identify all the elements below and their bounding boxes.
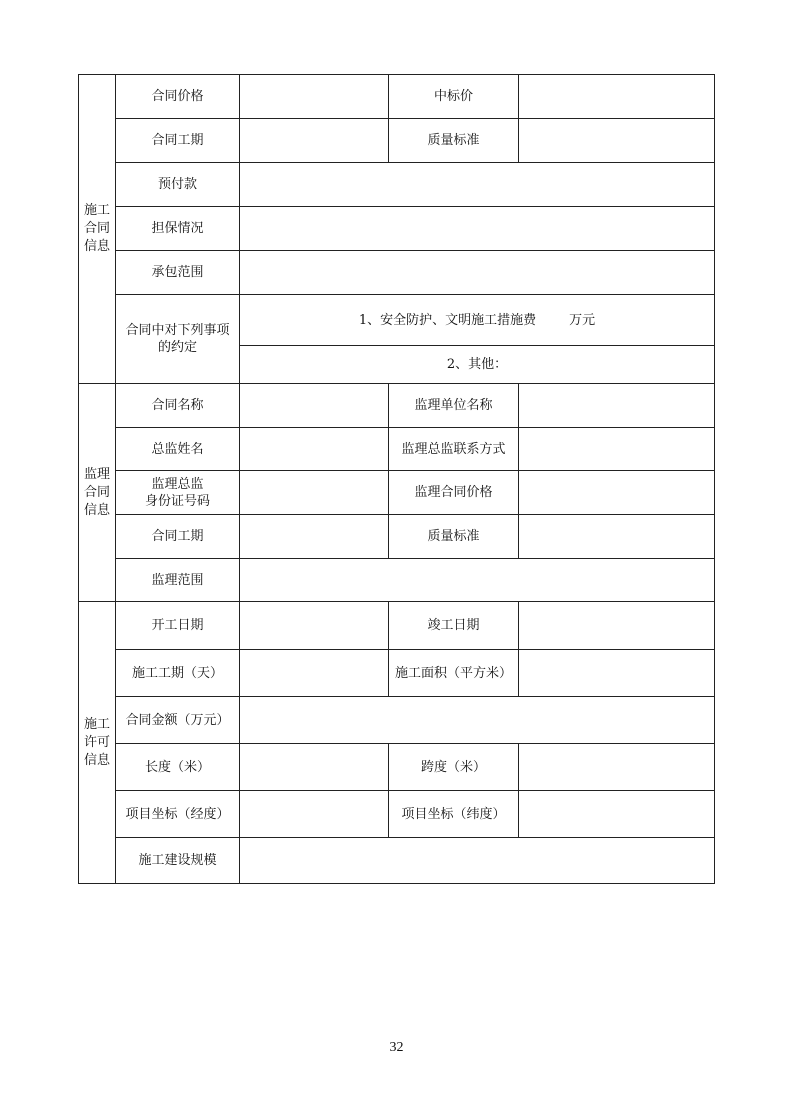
contract-scope-label: 承包范围 (116, 251, 240, 295)
chief-supervisor-name-label: 总监姓名 (116, 428, 240, 471)
supervision-period-field[interactable] (240, 515, 389, 559)
section-construction-contract (79, 75, 116, 384)
completion-date-field[interactable] (519, 602, 715, 650)
contract-amount-label: 合同金额（万元） (116, 697, 240, 744)
contract-price-label: 合同价格 (116, 75, 240, 119)
quality-standard-field[interactable] (519, 119, 715, 163)
other-agreement-field[interactable]: 2、其他： (240, 346, 715, 384)
guarantee-label: 担保情况 (116, 207, 240, 251)
chief-supervisor-id-label (116, 471, 240, 515)
longitude-field[interactable] (240, 791, 389, 838)
longitude-label: 项目坐标（经度） (116, 791, 240, 838)
contract-scope-field[interactable] (240, 251, 715, 295)
contract-period-label: 合同工期 (116, 119, 240, 163)
length-label: 长度（米） (116, 744, 240, 791)
supervision-scope-field[interactable] (240, 559, 715, 602)
contract-period-field[interactable] (240, 119, 389, 163)
page-number: 32 (389, 1040, 404, 1055)
agreed-matters-label: 合同中对下列事项的约定 (116, 295, 240, 384)
length-field[interactable] (240, 744, 389, 791)
supervision-contract-name-label: 合同名称 (116, 384, 240, 428)
supervision-quality-field[interactable] (519, 515, 715, 559)
latitude-label: 项目坐标（纬度） (389, 791, 519, 838)
winning-bid-price-field[interactable] (519, 75, 715, 119)
safety-fee-field[interactable]: 1、安全防护、文明施工措施费 万元 (240, 295, 715, 346)
supervision-contract-name-field[interactable] (240, 384, 389, 428)
section-construction-permit-label: 施工许可信息 (83, 716, 110, 768)
construction-area-label: 施工面积（平方米） (389, 650, 519, 697)
chief-supervisor-contact-field[interactable] (519, 428, 715, 471)
chief-supervisor-id-line2: 身份证号码 (144, 493, 210, 509)
supervision-scope-label: 监理范围 (116, 559, 240, 602)
advance-payment-label: 预付款 (116, 163, 240, 207)
supervision-period-label: 合同工期 (116, 515, 240, 559)
construction-period-days-field[interactable] (240, 650, 389, 697)
construction-area-field[interactable] (519, 650, 715, 697)
chief-supervisor-id-field[interactable] (240, 471, 389, 515)
section-supervision-contract (79, 384, 116, 602)
construction-period-days-label: 施工工期（天） (116, 650, 240, 697)
span-label: 跨度（米） (389, 744, 519, 791)
winning-bid-price-label: 中标价 (389, 75, 519, 119)
section-construction-permit (79, 602, 116, 884)
construction-scale-field[interactable] (240, 838, 715, 884)
supervisor-unit-name-field[interactable] (519, 384, 715, 428)
start-date-field[interactable] (240, 602, 389, 650)
contract-price-field[interactable] (240, 75, 389, 119)
chief-supervisor-id-line1: 监理总监 (151, 476, 204, 492)
advance-payment-field[interactable] (240, 163, 715, 207)
quality-standard-label: 质量标准 (389, 119, 519, 163)
contract-amount-field[interactable] (240, 697, 715, 744)
chief-supervisor-name-field[interactable] (240, 428, 389, 471)
span-field[interactable] (519, 744, 715, 791)
section-supervision-contract-label: 监理合同信息 (83, 466, 110, 518)
latitude-field[interactable] (519, 791, 715, 838)
construction-scale-label: 施工建设规模 (116, 838, 240, 884)
info-form-table (78, 74, 715, 884)
start-date-label: 开工日期 (116, 602, 240, 650)
supervision-quality-label: 质量标准 (389, 515, 519, 559)
supervision-contract-price-label: 监理合同价格 (389, 471, 519, 515)
guarantee-field[interactable] (240, 207, 715, 251)
section-construction-contract-label: 施工合同信息 (83, 203, 110, 254)
supervision-contract-price-field[interactable] (519, 471, 715, 515)
supervisor-unit-name-label: 监理单位名称 (389, 384, 519, 428)
completion-date-label: 竣工日期 (389, 602, 519, 650)
chief-supervisor-contact-label: 监理总监联系方式 (389, 428, 519, 471)
